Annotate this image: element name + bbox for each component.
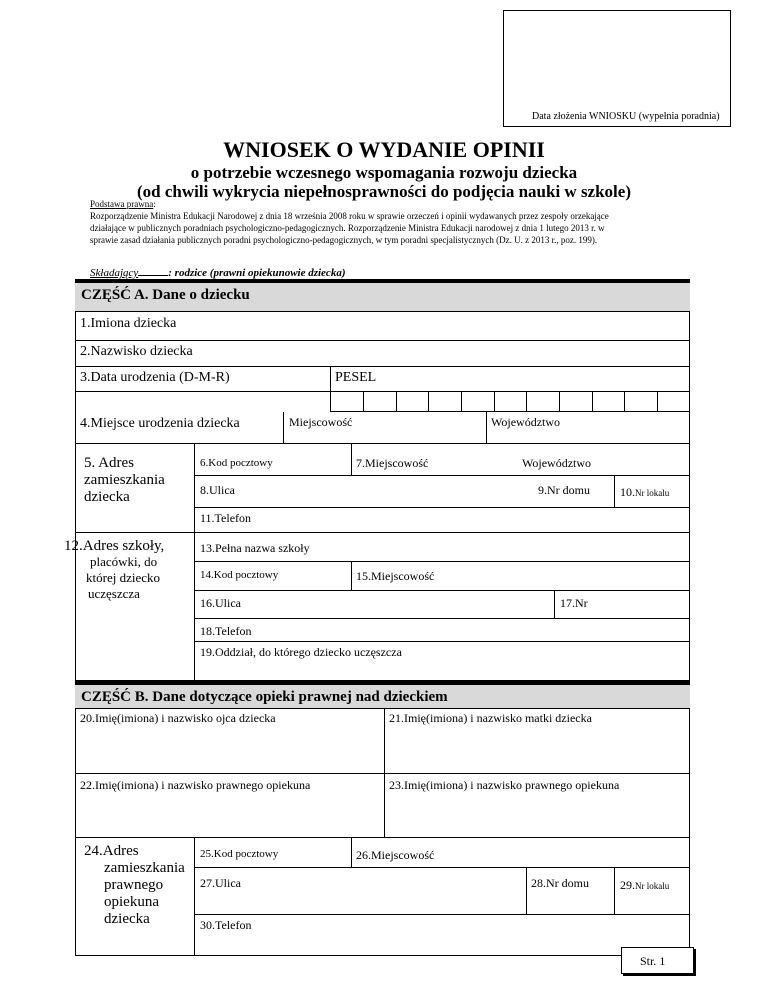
guardian-name-field[interactable]: 22.Imię(imiona) i nazwisko prawnego opiekuna [80,778,311,792]
submission-date-box[interactable] [503,10,731,127]
applicant-value: : rodzice (prawni opiekunowie dziecka) [168,267,346,279]
guardian-address-label: 24.Adres zamieszkania prawnego opiekuna dziecka [84,843,185,927]
school-number-field[interactable]: 17.Nr [560,596,588,610]
father-name-field[interactable]: 20.Imię(imiona) i nazwisko ojca dziecka [80,711,276,725]
guardian-phone-field[interactable]: 30.Telefon [200,918,252,932]
document-title: WNIOSEK O WYDANIE OPINII [223,137,545,162]
guardian-street-field[interactable]: 27.Ulica [200,876,241,890]
school-phone-field[interactable]: 18.Telefon [200,624,252,638]
town-field[interactable]: 7.Miejscowość [356,456,429,470]
school-class-field[interactable]: 19.Oddział, do którego dziecko uczęszcza [200,645,402,659]
house-number-field[interactable]: 9.Nr domu [538,483,590,497]
birthplace-town-field[interactable]: Miejscowość [289,415,353,429]
school-town-field[interactable]: 15.Miejscowość [356,569,435,583]
school-street-field[interactable]: 16.Ulica [200,596,241,610]
guardian-town-field[interactable]: 26.Miejscowość [356,848,435,862]
section-b-header: CZĘŚĆ B. Dane dotyczące opieki prawnej nad dzieckiem [75,681,690,709]
guardian-postal-code-field[interactable]: 25.Kod pocztowy [200,848,279,860]
postal-code-field[interactable]: 6.Kod pocztowy [200,457,273,469]
pesel-input[interactable] [330,391,690,412]
birthplace-voivodeship-field[interactable]: Województwo [491,415,561,429]
applicant-line [90,267,345,279]
page-number: Str. 1 [640,954,666,968]
birthplace-field: 4.Miejsce urodzenia dziecka [80,416,240,431]
legal-basis-text: działające w publicznych poradniach psychologiczno-pedagogicznych. Rozporządzenie Ministra Edukacji narodowej z dnia 1 lutego 2013 r. w [90,223,605,233]
legal-basis-text: sprawie zasad działania publicznych poradni psychologiczno-pedagogicznych, w tym poradni specjalistycznych (Dz. U. z 2013 r., poz. 199). [90,235,598,245]
guardian-house-number-field[interactable]: 28.Nr domu [531,876,589,890]
phone-field[interactable]: 11.Telefon [200,511,252,525]
legal-basis-text: Rozporządzenie Ministra Edukacji Narodowej z dnia 18 września 2008 roku w sprawie orzeczeń i opinii wydawanych przez zespoły orzekające [90,211,609,221]
document-subtitle-2: (od chwili wykrycia niepełnosprawności do podjęcia nauki w szkole) [137,182,631,201]
apartment-number-field[interactable]: 10.Nr lokalu [620,485,670,499]
document-subtitle: o potrzebie wczesnego wspomagania rozwoju dziecka [190,163,578,182]
home-address-label: 5. Adres zamieszkania dziecka [84,455,165,505]
guardian-apartment-field[interactable]: 29.Nr lokalu [620,878,670,892]
applicant-label: Składający [90,267,139,279]
section-a-header: CZĘŚĆ A. Dane o dziecku [75,279,690,312]
street-field[interactable]: 8.Ulica [200,483,235,497]
pesel-label: PESEL [335,370,377,385]
submission-date-caption: Data złożenia WNIOSKU (wypełnia poradnia) [532,111,720,122]
voivodeship-field[interactable]: Województwo [522,456,592,470]
surname-field[interactable]: 2.Nazwisko dziecka [80,344,193,359]
guardian-name-field-2[interactable]: 23.Imię(imiona) i nazwisko prawnego opiekuna [389,778,620,792]
mother-name-field[interactable]: 21.Imię(imiona) i nazwisko matki dziecka [389,711,592,725]
legal-basis-label: Podstawa prawna: [90,199,156,209]
school-address-label: 12.Adres szkoły, placówki, do której dziecko uczęszcza [64,538,165,601]
school-postal-code-field[interactable]: 14.Kod pocztowy [200,569,279,581]
first-names-field[interactable]: 1.Imiona dziecka [80,316,177,331]
birth-date-field[interactable]: 3.Data urodzenia (D-M-R) [80,370,230,385]
school-name-field[interactable]: 13.Pełna nazwa szkoły [200,541,310,555]
